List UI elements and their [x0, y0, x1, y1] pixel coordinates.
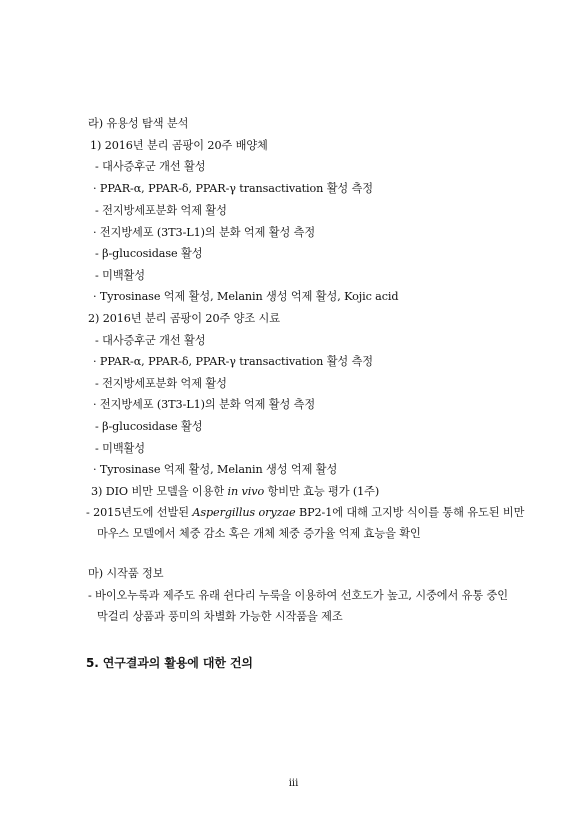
sub1-item: · PPAR-α, PPAR-δ, PPAR-γ transactivation 활성 측정	[93, 182, 374, 195]
sub1-item: - 전지방세포분화 억제 활성	[95, 204, 227, 217]
section-5-heading: 5. 연구결과의 활용에 대한 건의	[86, 656, 253, 670]
sub3-text: 항비만 효능 평가 (1주)	[264, 485, 380, 498]
sub2-title: 2) 2016년 분리 곰팡이 20주 양조 시료	[88, 312, 280, 325]
sub2-item: - 대사증후군 개선 활성	[95, 334, 206, 347]
sub1-item: - 미백활성	[95, 269, 145, 282]
sub2-item: · PPAR-α, PPAR-δ, PPAR-γ transactivation 활성 측정	[93, 355, 374, 368]
sub2-item: - 전지방세포분화 억제 활성	[95, 377, 227, 390]
para-italic: Aspergillus oryzae	[192, 506, 296, 519]
page-number: iii	[288, 778, 299, 789]
ma-paragraph-line1: - 바이오누룩과 제주도 유래 쉰다리 누룩을 이용하여 선호도가 높고, 시중에서 유통 중인	[88, 589, 508, 602]
sub3-text: 3) DIO 비만 모델을 이용한	[91, 485, 228, 498]
para-text: - 2015년도에 선발된	[86, 506, 193, 519]
sub2-item: · 전지방세포 (3T3-L1)의 분화 억제 활성 측정	[93, 398, 316, 411]
sub3-italic: in vivo	[227, 485, 265, 498]
dio-paragraph-line1	[86, 506, 524, 520]
sub3-title	[91, 485, 379, 499]
sub2-item: - 미백활성	[95, 442, 145, 455]
sub2-item: - β-glucosidase 활성	[95, 420, 203, 433]
ma-paragraph-line2: 막걸리 상품과 풍미의 차별화 가능한 시작품을 제조	[97, 610, 343, 623]
section-ma-title: 마) 시작품 정보	[88, 567, 164, 580]
sub1-item: · Tyrosinase 억제 활성, Melanin 생성 억제 활성, Kojic acid	[93, 290, 399, 303]
section-ra-title: 라) 유용성 탐색 분석	[88, 117, 189, 130]
sub1-item: - β-glucosidase 활성	[95, 247, 203, 260]
sub1-title: 1) 2016년 분리 곰팡이 20주 배양체	[90, 139, 268, 152]
para-text: BP2-1에 대해 고지방 식이를 통해 유도된 비만	[295, 506, 525, 519]
dio-paragraph-line2: 마우스 모델에서 체중 감소 혹은 개체 체중 증가율 억제 효능을 확인	[97, 527, 421, 540]
sub1-item: · 전지방세포 (3T3-L1)의 분화 억제 활성 측정	[93, 226, 316, 239]
sub2-item: · Tyrosinase 억제 활성, Melanin 생성 억제 활성	[93, 463, 338, 476]
sub1-item: - 대사증후군 개선 활성	[95, 160, 206, 173]
